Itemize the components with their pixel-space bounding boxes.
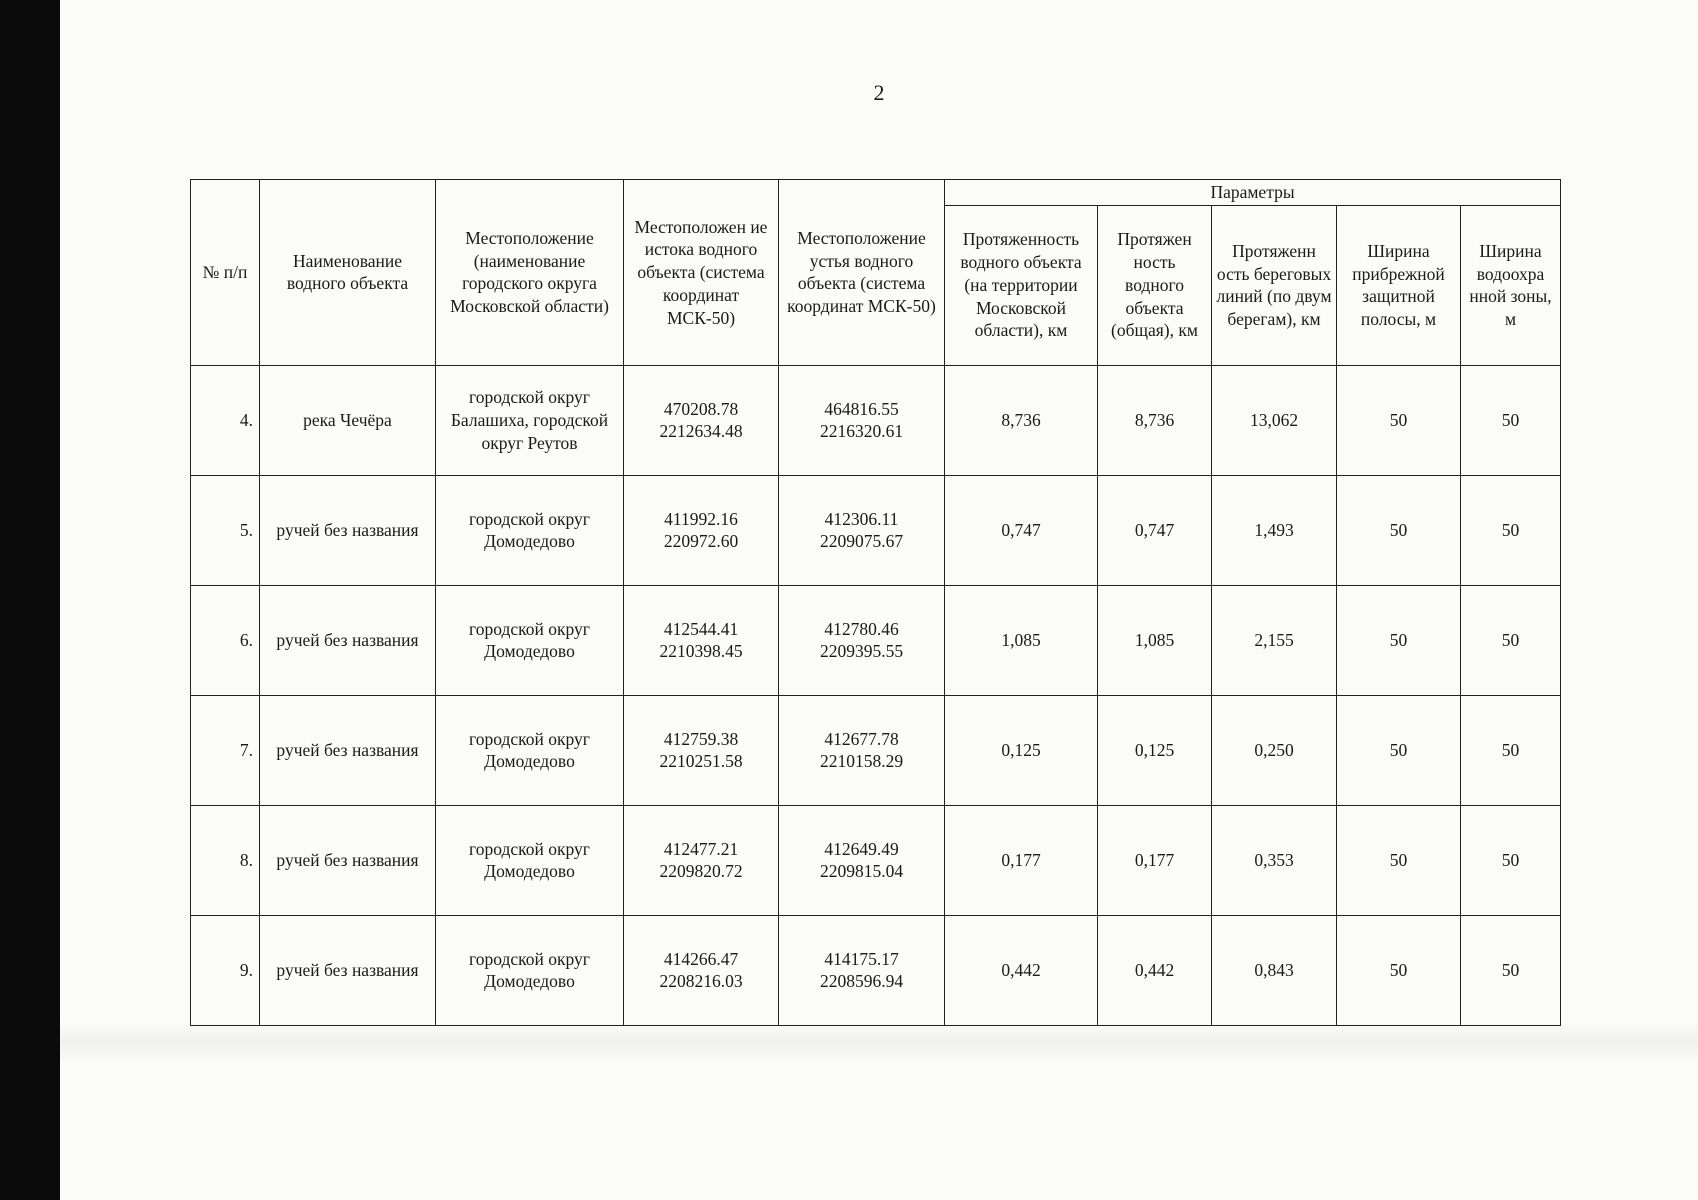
header-coastal-strip: Ширина прибрежной защитной полосы, м — [1337, 205, 1461, 365]
table-row — [191, 805, 1561, 915]
length-mo-cell: 0,177 — [945, 805, 1098, 915]
source-x: 411992.16 — [664, 508, 738, 529]
length-mo-cell: 0,747 — [945, 475, 1098, 585]
water-object-name: река Чечёра — [260, 365, 436, 475]
source-x: 414266.47 — [663, 948, 739, 969]
location-cell: городской округ Балашиха, городской округ Реутов — [436, 365, 624, 475]
source-coords — [624, 365, 779, 475]
bank-length-cell: 13,062 — [1212, 365, 1337, 475]
source-x: 470208.78 — [663, 398, 739, 419]
water-object-name: ручей без названия — [260, 585, 436, 695]
coastal-strip-cell: 50 — [1337, 695, 1461, 805]
header-bank-length: Протяженн ость береговых линий (по двум берегам), км — [1212, 205, 1337, 365]
source-y: 2209820.72 — [659, 861, 743, 882]
coastal-strip-cell: 50 — [1337, 915, 1461, 1025]
mouth-y: 2209075.67 — [819, 531, 904, 552]
coastal-strip-cell: 50 — [1337, 805, 1461, 915]
length-total-cell: 0,177 — [1098, 805, 1212, 915]
source-y: 2208216.03 — [659, 971, 743, 992]
table-row — [191, 585, 1561, 695]
mouth-x: 412649.49 — [824, 838, 899, 859]
row-number: 9. — [191, 915, 260, 1025]
source-coords — [624, 695, 779, 805]
source-y: 220972.60 — [663, 531, 739, 552]
table-row — [191, 365, 1561, 475]
length-total-cell: 0,125 — [1098, 695, 1212, 805]
source-y: 2210251.58 — [659, 751, 743, 772]
length-total-cell: 8,736 — [1098, 365, 1212, 475]
table-row — [191, 915, 1561, 1025]
header-protection-zone: Ширина водоохра нной зоны, м — [1461, 205, 1561, 365]
length-total-cell: 0,442 — [1098, 915, 1212, 1025]
row-number: 5. — [191, 475, 260, 585]
length-mo-cell: 1,085 — [945, 585, 1098, 695]
location-cell: городской округ Домодедово — [436, 695, 624, 805]
scan-dark-edge — [0, 0, 60, 1200]
header-source: Местоположен ие истока водного объекта (система координат МСК-50) — [624, 180, 779, 366]
source-coords — [624, 585, 779, 695]
header-parameters-group: Параметры — [945, 180, 1561, 206]
water-object-name: ручей без названия — [260, 805, 436, 915]
water-object-name: ручей без названия — [260, 475, 436, 585]
bank-length-cell: 2,155 — [1212, 585, 1337, 695]
row-number: 7. — [191, 695, 260, 805]
bank-length-cell: 0,353 — [1212, 805, 1337, 915]
source-x: 412759.38 — [663, 728, 739, 749]
bank-length-cell: 0,843 — [1212, 915, 1337, 1025]
water-objects-table — [190, 179, 1561, 1026]
header-num: № п/п — [191, 180, 260, 366]
source-coords — [624, 805, 779, 915]
protection-zone-cell: 50 — [1461, 695, 1561, 805]
document-page — [60, 0, 1698, 1200]
length-total-cell: 0,747 — [1098, 475, 1212, 585]
source-coords — [624, 915, 779, 1025]
protection-zone-cell: 50 — [1461, 475, 1561, 585]
mouth-x: 414175.17 — [824, 948, 899, 969]
mouth-y: 2208596.94 — [819, 971, 904, 992]
mouth-coords — [779, 365, 945, 475]
source-x: 412477.21 — [663, 838, 739, 859]
protection-zone-cell: 50 — [1461, 365, 1561, 475]
bank-length-cell: 0,250 — [1212, 695, 1337, 805]
mouth-y: 2216320.61 — [819, 421, 904, 442]
mouth-x: 464816.55 — [824, 398, 899, 419]
protection-zone-cell: 50 — [1461, 805, 1561, 915]
mouth-y: 2210158.29 — [819, 751, 904, 772]
source-coords — [624, 475, 779, 585]
length-mo-cell: 0,442 — [945, 915, 1098, 1025]
mouth-coords — [779, 695, 945, 805]
water-object-name: ручей без названия — [260, 915, 436, 1025]
paper-fold-shadow — [60, 1022, 1698, 1062]
mouth-x: 412306.11 — [824, 508, 899, 529]
length-mo-cell: 8,736 — [945, 365, 1098, 475]
water-object-name: ручей без названия — [260, 695, 436, 805]
source-y: 2212634.48 — [659, 421, 743, 442]
row-number: 8. — [191, 805, 260, 915]
header-length-mo: Протяженность водного объекта (на территории Московской области), км — [945, 205, 1098, 365]
location-cell: городской округ Домодедово — [436, 805, 624, 915]
mouth-x: 412780.46 — [824, 618, 899, 639]
source-x: 412544.41 — [663, 618, 739, 639]
page-number: 2 — [873, 80, 885, 105]
header-name: Наименование водного объекта — [260, 180, 436, 366]
location-cell: городской округ Домодедово — [436, 585, 624, 695]
source-y: 2210398.45 — [659, 641, 743, 662]
coastal-strip-cell: 50 — [1337, 475, 1461, 585]
mouth-coords — [779, 915, 945, 1025]
length-total-cell: 1,085 — [1098, 585, 1212, 695]
mouth-coords — [779, 475, 945, 585]
bank-length-cell: 1,493 — [1212, 475, 1337, 585]
protection-zone-cell: 50 — [1461, 585, 1561, 695]
table-row — [191, 695, 1561, 805]
mouth-coords — [779, 805, 945, 915]
location-cell: городской округ Домодедово — [436, 915, 624, 1025]
table-row — [191, 475, 1561, 585]
protection-zone-cell: 50 — [1461, 915, 1561, 1025]
coastal-strip-cell: 50 — [1337, 365, 1461, 475]
location-cell: городской округ Домодедово — [436, 475, 624, 585]
coastal-strip-cell: 50 — [1337, 585, 1461, 695]
header-mouth: Местоположение устья водного объекта (система координат МСК-50) — [779, 180, 945, 366]
mouth-coords — [779, 585, 945, 695]
length-mo-cell: 0,125 — [945, 695, 1098, 805]
mouth-x: 412677.78 — [824, 728, 899, 749]
row-number: 4. — [191, 365, 260, 475]
header-row-top — [191, 180, 1561, 206]
mouth-y: 2209815.04 — [819, 861, 904, 882]
header-length-total: Протяжен ность водного объекта (общая), км — [1098, 205, 1212, 365]
row-number: 6. — [191, 585, 260, 695]
mouth-y: 2209395.55 — [819, 641, 904, 662]
header-location: Местоположение (наименование городского округа Московской области) — [436, 180, 624, 366]
